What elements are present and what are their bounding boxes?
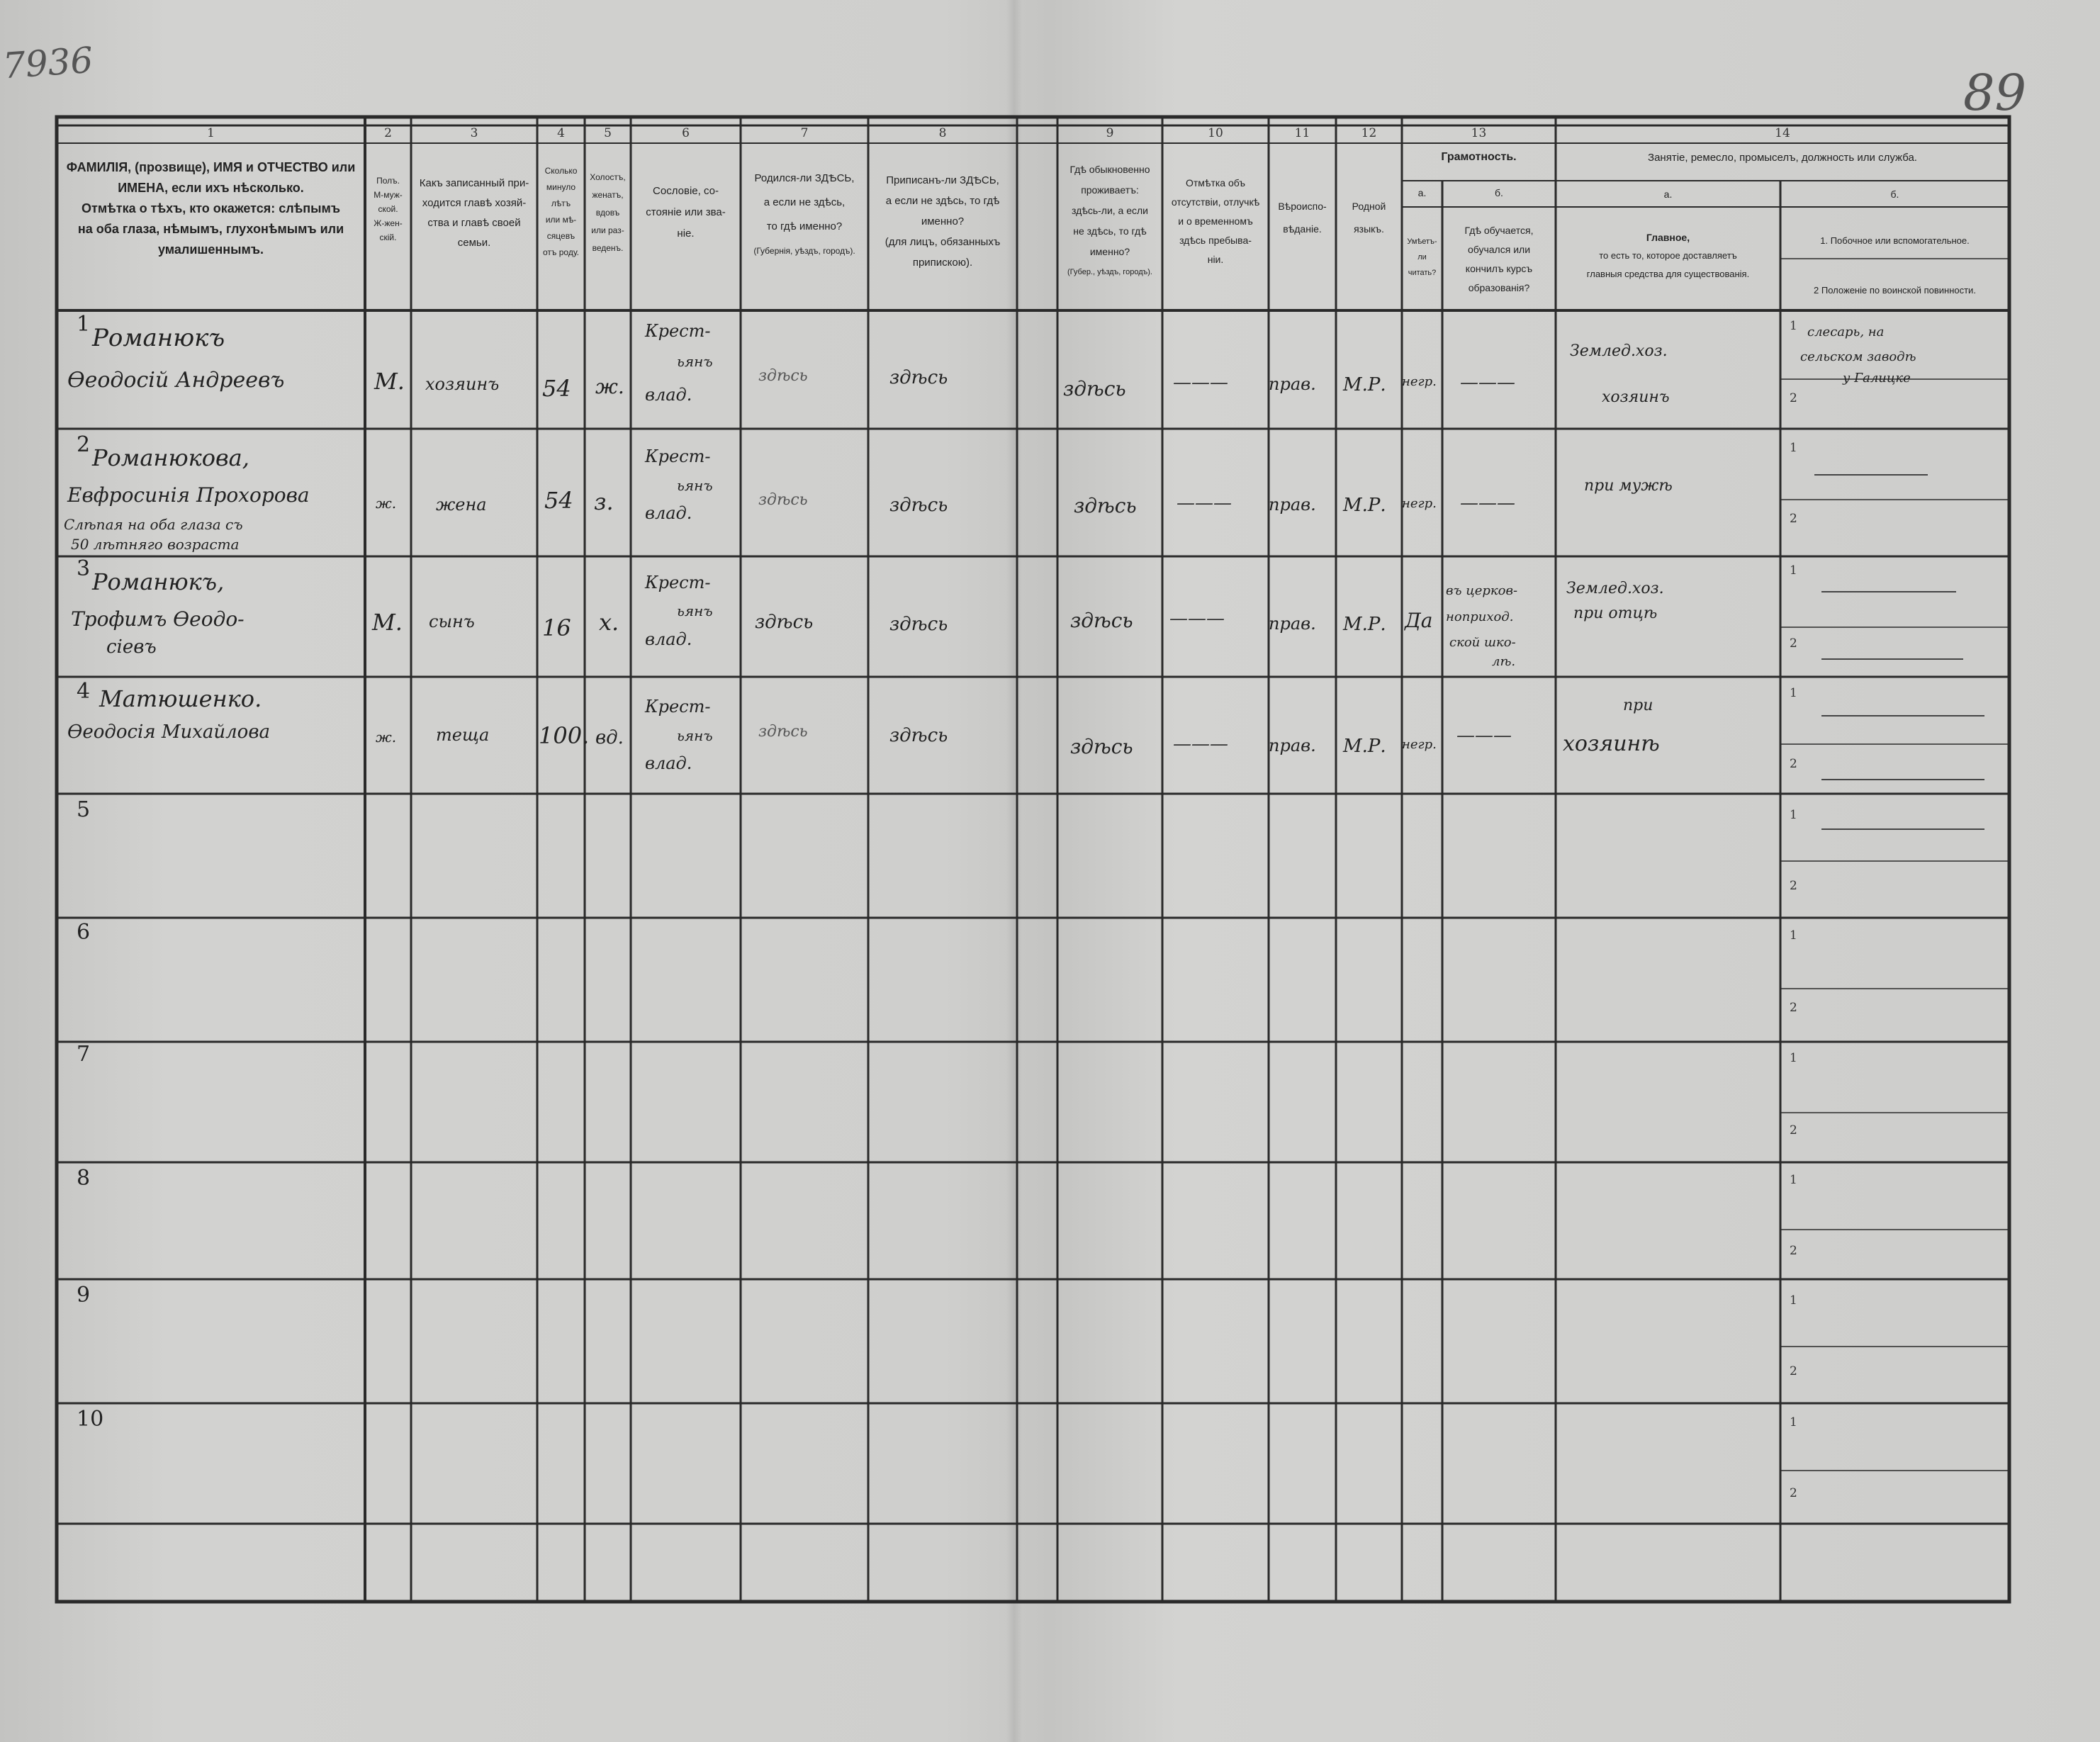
sub-label-2: 2: [1790, 512, 1797, 526]
row4-language: М.Р.: [1343, 736, 1386, 757]
row1-surname: Романюкъ: [92, 324, 225, 352]
row1-side-occupation-1: слесарь, на: [1807, 325, 1885, 339]
header-col-14b-1: 1. Побочное или вспомогательное.: [1820, 235, 1970, 246]
row4-schooling: ———: [1456, 725, 1512, 746]
row3-given-name: Трофимъ Өеодо-: [71, 607, 245, 631]
header-col-13a-letter: а.: [1417, 187, 1427, 198]
column-number: 10: [1208, 126, 1223, 140]
row3-registered: здѣсь: [889, 614, 948, 635]
row3-residence: здѣсь: [1070, 609, 1133, 632]
row2-estate-2: ьянъ: [677, 477, 713, 494]
row2-estate-3: влад.: [645, 503, 692, 523]
page-number: 89: [1963, 64, 2027, 122]
header-col-14a-letter: а.: [1663, 189, 1673, 200]
column-number: 12: [1361, 126, 1377, 140]
row1-marital: ж.: [595, 375, 624, 398]
row3-absence: ———: [1169, 608, 1225, 629]
row4-estate-3: влад.: [645, 753, 692, 773]
sub-label-1: 1: [1790, 1051, 1797, 1065]
row1-estate-2: ьянъ: [677, 353, 713, 370]
row3-relation: сынъ: [429, 612, 475, 631]
row3-religion: прав.: [1269, 614, 1316, 634]
row4-occupation-1: при: [1623, 697, 1653, 714]
sub-label-1: 1: [1790, 441, 1797, 455]
sub-label-2: 2: [1790, 636, 1797, 651]
column-number: 8: [938, 126, 947, 140]
row3-estate-2: ьянъ: [677, 602, 713, 619]
sub-label-1: 1: [1790, 686, 1797, 700]
header-col-13b: Гдѣ обучается, обучался или кончилъ курсъ образованія?: [1464, 225, 1534, 293]
row3-schooling-4: лѣ.: [1492, 654, 1516, 669]
row3-marital: х.: [599, 609, 619, 636]
column-number: 14: [1775, 126, 1790, 140]
row1-given-name: Өеодосій Андреевъ: [67, 368, 285, 393]
header-col-4: Сколько минуло лѣтъ или мѣ- сяцевъ отъ роду.: [543, 166, 579, 257]
row-number: 4: [77, 679, 91, 704]
sub-label-1: 1: [1790, 808, 1797, 822]
row2-age: 54: [544, 487, 573, 514]
row3-language: М.Р.: [1343, 614, 1386, 635]
header-col-6: Сословіе, со- стояніе или зва- ніе.: [646, 185, 726, 240]
row3-age: 16: [542, 614, 571, 641]
row2-sex: ж.: [376, 495, 397, 512]
column-number: 2: [384, 126, 392, 140]
row1-religion: прав.: [1269, 374, 1316, 394]
header-col-13b-letter: б.: [1495, 187, 1503, 198]
row2-surname: Романюкова,: [92, 444, 249, 471]
header-col-12: Родной языкъ.: [1352, 201, 1386, 235]
sub-label-1: 1: [1790, 1173, 1797, 1187]
header-col-2: Полъ. М-муж- ской. Ж-жен- скій.: [374, 176, 403, 242]
row2-given-name: Евфросинія Прохорова: [67, 483, 310, 507]
row4-marital: вд.: [595, 727, 624, 748]
archive-number: 7936: [1, 39, 95, 87]
row4-estate-1: Крест-: [645, 697, 711, 717]
row2-occupation: при мужѣ: [1584, 477, 1673, 495]
row1-birthplace: здѣсь: [758, 367, 808, 385]
column-number: 11: [1294, 126, 1310, 140]
column-number: 7: [800, 126, 809, 140]
row2-religion: прав.: [1269, 495, 1316, 515]
row1-absence: ———: [1173, 372, 1228, 393]
row2-schooling: ———: [1460, 493, 1515, 514]
sub-label-1: 1: [1790, 1293, 1797, 1308]
row4-absence: ———: [1173, 734, 1228, 755]
column-number: 4: [557, 126, 565, 140]
row4-religion: прав.: [1269, 736, 1316, 755]
header-col-14b-letter: б.: [1890, 189, 1899, 200]
header-col-5: Холостъ, женатъ, вдовъ или раз- веденъ.: [590, 172, 626, 253]
header-col-10: Отмѣтка объ отсутствіи, отлучкѣ и о временномъ здѣсь пребыва- ніи.: [1171, 177, 1260, 265]
sub-label-1: 1: [1790, 928, 1797, 943]
header-col-3: Какъ записанный при- ходится главѣ хозяй- ства и главѣ своей семьи.: [419, 177, 529, 249]
row4-given-name: Өеодосія Михайлова: [67, 721, 270, 743]
column-number: 1: [207, 126, 215, 140]
row1-language: М.Р.: [1343, 374, 1386, 395]
row1-occupation-1: Землед.хоз.: [1570, 342, 1668, 360]
row3-sex: М.: [372, 609, 403, 636]
row3-occupation-1: Землед.хоз.: [1566, 580, 1664, 597]
row1-residence: здѣсь: [1063, 377, 1126, 400]
column-number: 5: [604, 126, 612, 140]
row3-literacy: Да: [1405, 609, 1433, 632]
row2-literacy: негр.: [1402, 496, 1437, 511]
row2-residence: здѣсь: [1074, 494, 1137, 517]
row1-relation: хозяинъ: [425, 374, 500, 394]
sub-label-1: 1: [1790, 1415, 1797, 1429]
row3-schooling-2: ноприход.: [1446, 609, 1514, 624]
header-col-14a: Главное, то есть то, которое доставляетъ главныя средства для существованія.: [1586, 232, 1750, 279]
row-number: 5: [77, 797, 91, 822]
row4-birthplace: здѣсь: [758, 723, 808, 741]
sub-label-2: 2: [1790, 757, 1797, 771]
row-number: 7: [77, 1042, 91, 1067]
sub-label-2: 2: [1790, 1001, 1797, 1015]
row4-relation: теща: [436, 725, 490, 745]
sub-label-2: 2: [1790, 879, 1797, 893]
header-col-7: Родился-ли ЗДѢСЬ, а если не здѣсь, то гдѣ именно? (Губернія, уѣздъ, городъ).: [753, 172, 855, 256]
row4-residence: здѣсь: [1070, 735, 1133, 758]
row2-relation: жена: [436, 495, 487, 515]
row1-age: 54: [542, 375, 571, 402]
row1-estate-3: влад.: [645, 385, 692, 405]
row2-disability-note-2: 50 лѣтняго возраста: [71, 536, 240, 553]
row4-estate-2: ьянъ: [677, 727, 713, 744]
row3-birthplace: здѣсь: [755, 612, 814, 633]
row4-sex: ж.: [376, 729, 397, 746]
header-col-13-title: Грамотность.: [1441, 151, 1517, 163]
row2-estate-1: Крест-: [645, 446, 711, 466]
header-col-14-title: Занятіе, ремесло, промыселъ, должность или служба.: [1648, 152, 1917, 164]
row-number: 6: [77, 920, 91, 945]
row3-schooling-3: ской шко-: [1449, 635, 1516, 650]
column-number: 3: [470, 126, 478, 140]
row2-language: М.Р.: [1343, 495, 1386, 516]
row2-marital: з.: [594, 488, 614, 515]
sub-label-2: 2: [1790, 391, 1797, 405]
row-number: 9: [77, 1283, 91, 1308]
row4-literacy: негр.: [1402, 737, 1437, 752]
row-number: 8: [77, 1166, 91, 1191]
row3-surname: Романюкъ,: [92, 568, 225, 595]
row1-registered: здѣсь: [889, 367, 948, 388]
sub-label-2: 2: [1790, 1364, 1797, 1378]
row1-side-occupation-3: у Галицке: [1843, 371, 1911, 386]
column-number: 6: [682, 126, 690, 140]
sub-label-1: 1: [1790, 563, 1797, 578]
header-col-9: Гдѣ обыкновенно проживаетъ: здѣсь-ли, а если не здѣсь, то гдѣ именно? (Губер., уѣздъ, городъ).: [1067, 164, 1152, 276]
row3-estate-1: Крест-: [645, 573, 711, 592]
row3-occupation-2: при отцѣ: [1573, 605, 1658, 622]
row4-surname: Матюшенко.: [99, 685, 262, 712]
row2-absence: ———: [1177, 493, 1232, 514]
row4-occupation-2: хозяинѣ: [1563, 731, 1660, 756]
row3-given-name-cont: сіевъ: [106, 636, 157, 658]
sub-label-2: 2: [1790, 1486, 1797, 1500]
header-col-8: Приписанъ-ли ЗДѢСЬ, а если не здѣсь, то гдѣ именно? (для лицъ, обязанныхъ припискою).: [885, 174, 1001, 269]
row1-estate-1: Крест-: [645, 321, 711, 341]
row2-birthplace: здѣсь: [758, 491, 808, 509]
row3-schooling-1: въ церков-: [1446, 583, 1518, 598]
sub-label-1: 1: [1790, 319, 1797, 333]
sub-label-2: 2: [1790, 1123, 1797, 1137]
row1-literacy: негр.: [1402, 374, 1437, 389]
row4-registered: здѣсь: [889, 725, 948, 746]
row4-age: 100.: [539, 722, 590, 749]
row1-side-occupation-2: сельском заводѣ: [1800, 349, 1916, 364]
row2-disability-note-1: Слѣпая на оба глаза съ: [64, 516, 243, 533]
row1-occupation-2: хозяинъ: [1602, 388, 1670, 406]
header-col-13a: Умѣетъ- ли читать?: [1407, 237, 1437, 277]
header-col-14b-2: 2 Положеніе по воинской повинности.: [1814, 285, 1976, 296]
column-number: 13: [1471, 126, 1487, 140]
row-number: 1: [77, 312, 91, 337]
header-col-1: ФАМИЛІЯ, (прозвище), ИМЯ и ОТЧЕСТВО или ИМЕНА, если ихъ нѣсколько. Отмѣтка о тѣхъ, кто окажется: слѣпымъ на оба глаза, нѣмымъ, глухонѣмымъ или умалишеннымъ.: [66, 160, 356, 257]
row3-estate-3: влад.: [645, 629, 692, 649]
row2-registered: здѣсь: [889, 495, 948, 516]
row-number: 10: [77, 1407, 104, 1432]
column-number: 9: [1106, 126, 1114, 140]
header-col-11: Вѣроиспо- вѣданіе.: [1278, 201, 1327, 235]
row1-schooling: ———: [1460, 372, 1515, 393]
row1-sex: М.: [374, 368, 405, 395]
row-number: 2: [77, 432, 91, 457]
row-number: 3: [77, 556, 91, 581]
sub-label-2: 2: [1790, 1244, 1797, 1258]
